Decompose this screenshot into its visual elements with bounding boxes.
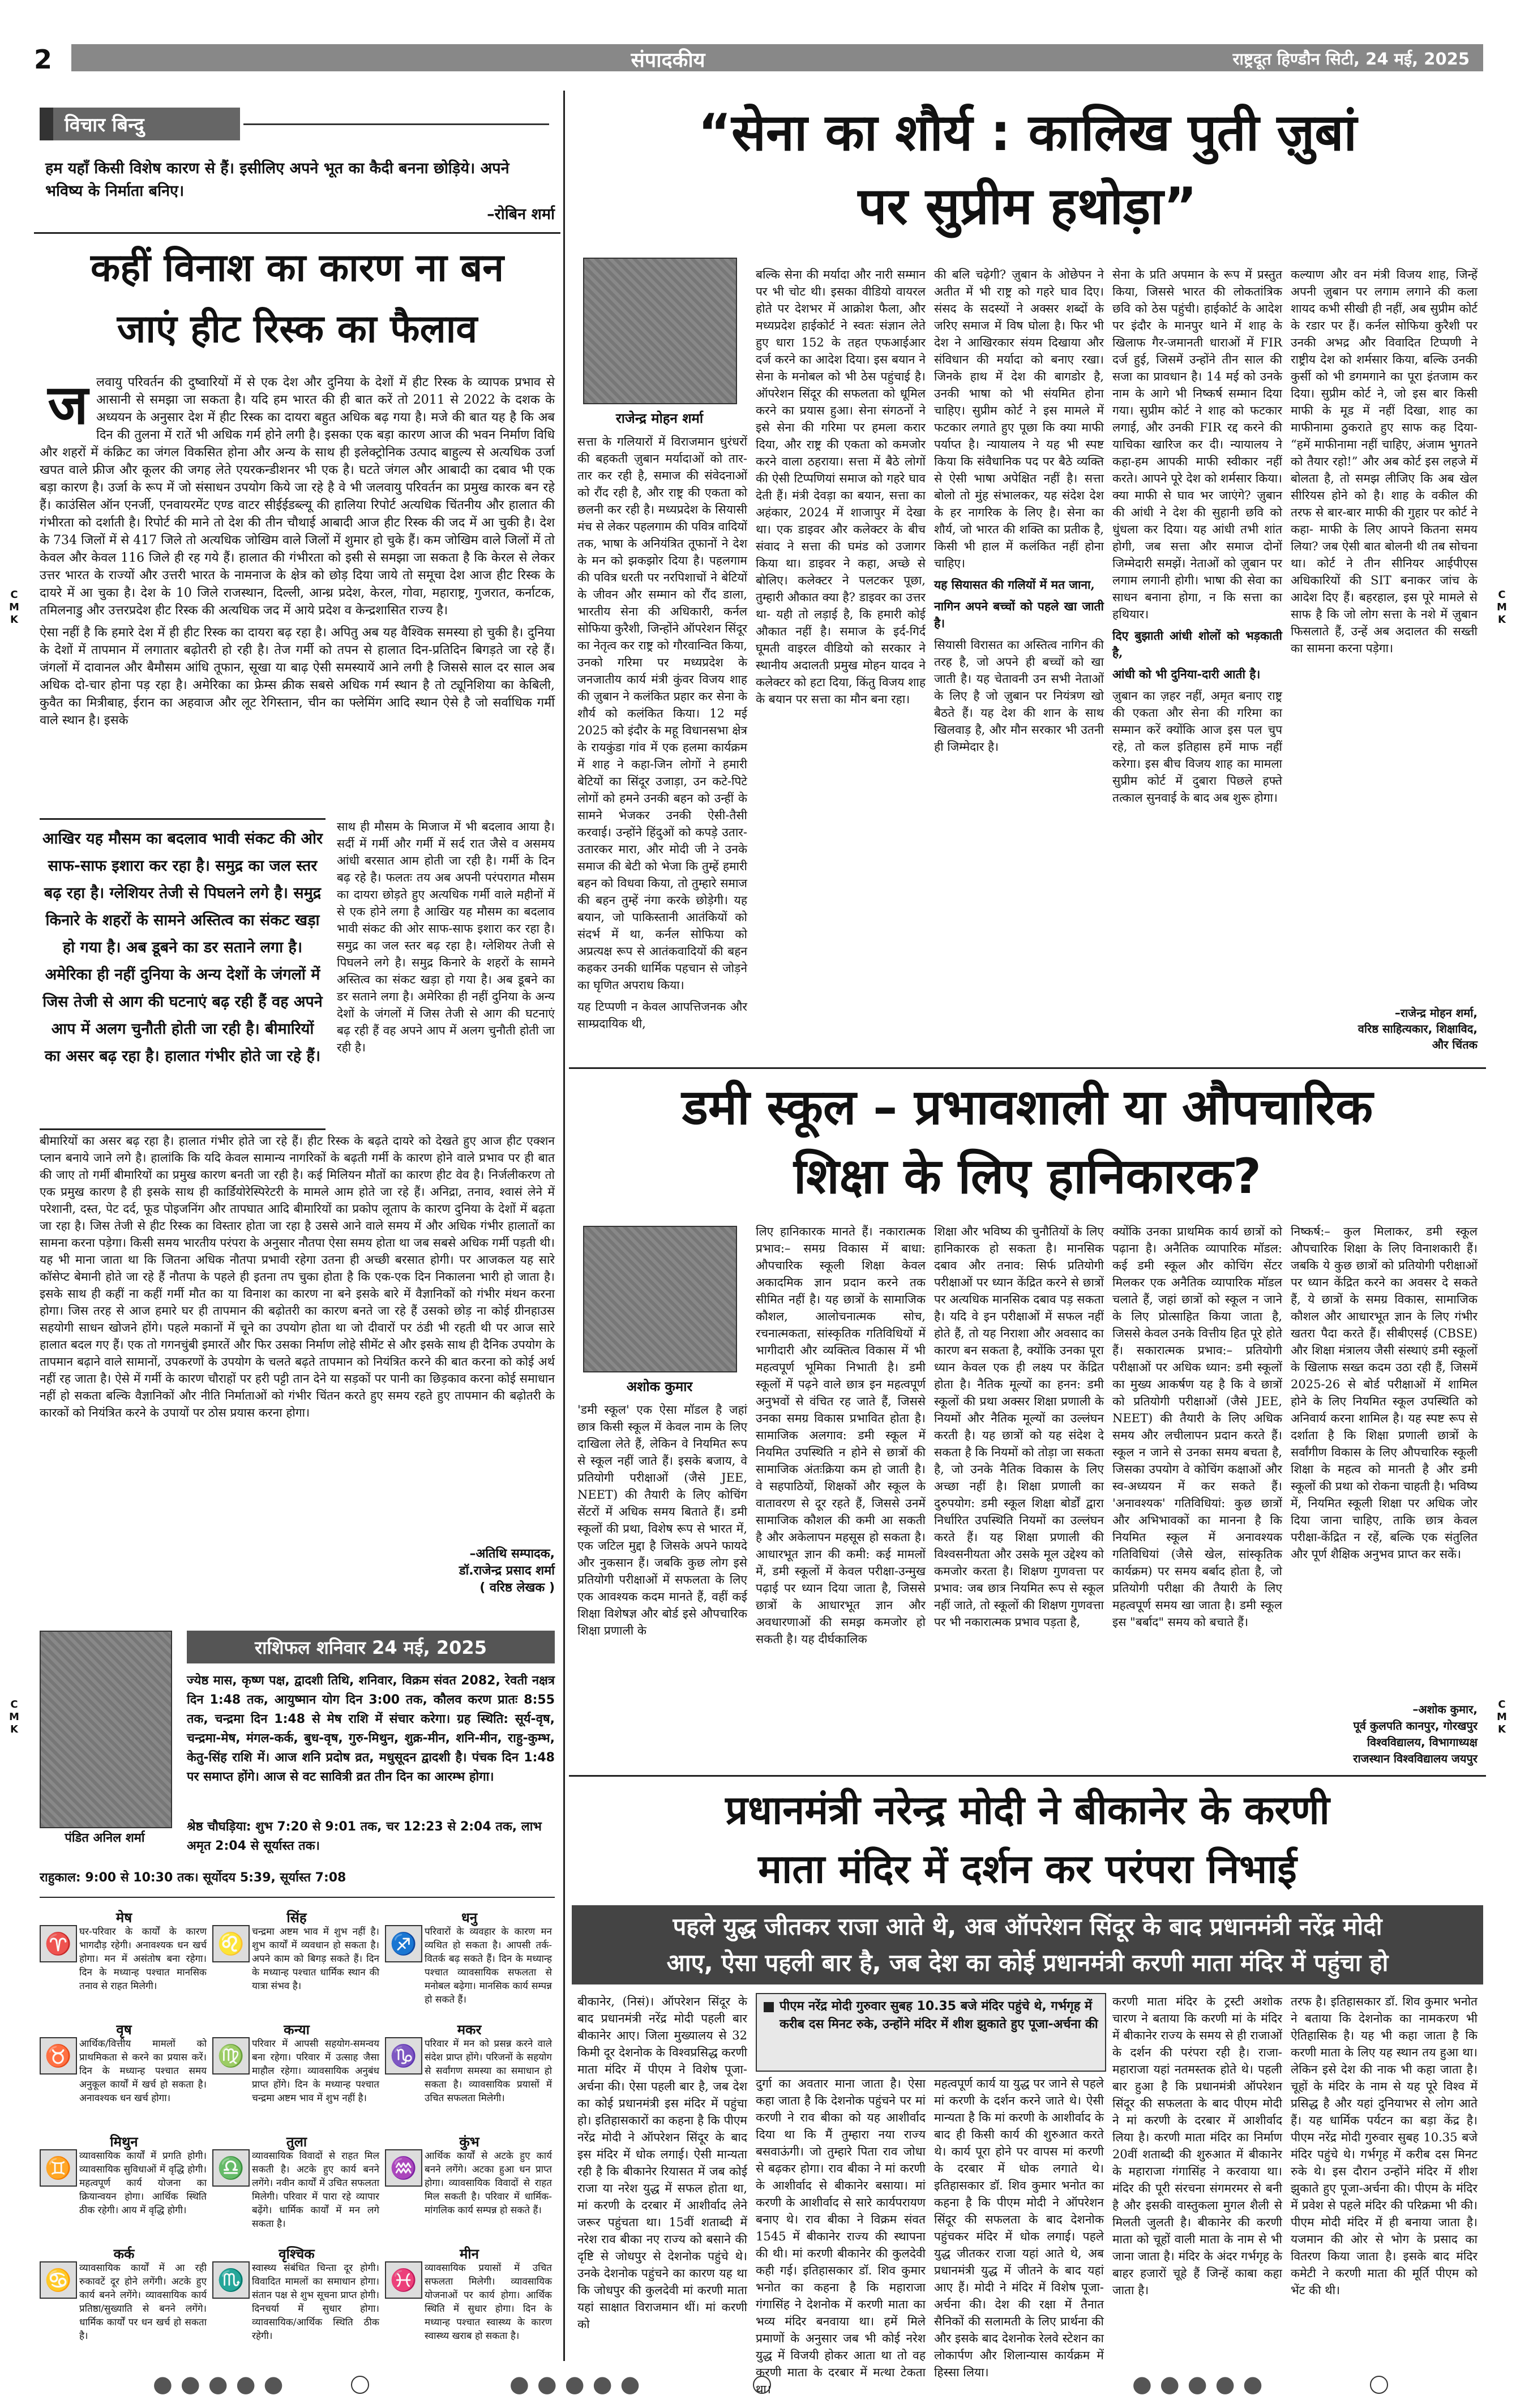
dummy-article-title: डमी स्कूल – प्रभावशाली या औपचारिक शिक्षा के लिए हानिकारक? (682, 1079, 1373, 1205)
sena-divider (569, 1067, 1486, 1069)
sena-col-3: की बलि चढ़ेगी? ज़ुबान के ओछेपन ने अतीत में भी राष्ट्र को गहरे घाव दिए। संसद के सदस्यों ने अक्सर शब्दों के जरिए समाज में विष घोला है। फिर भी देश ने आखिरकार संयम दिखाया और संविधान की मर्यादा को बनाए रखा। जिनके हाथ में देश की बागडोर है, उनकी भाषा को भी संयमित होना चाहिए। सुप्रीम कोर्ट ने इस मामले में फटकार लगाते हुए पूछा कि क्या माफी पर्याप्त है। न्यायालय ने यह भी स्पष्ट किया कि संवैधानिक पद पर बैठे व्यक्ति से ऐसी भाषा अपेक्षित नहीं है। सत्ता बोलो तो मुंह संभालकर, यह संदेश देश के हर नागरिक के लिए है। सेना का शौर्य, जो भारत की शक्ति का प्रतीक है, किसी भी हाल में कलंकित नहीं होना चाहिए। यह सियासत की गलियों में मत जाना, नागिन अपने बच्चों को पहले खा जाती है। सियासी विरासत का अस्तित्व नागिन की तरह है, जो अपने ही बच्चों को खा जाती है। यह चेतावनी उन सभी नेताओं के लिए है जो ज़ुबान पर नियंत्रण खो बैठते हैं। यह देश की शान के साथ खिलवाड़ है, और मौन सरकार भी उतनी ही जिम्मेदार है। (934, 268, 1104, 754)
zodiac-icon: ♉ (40, 2037, 77, 2075)
rashifal-section (40, 1631, 555, 2367)
rashifal-choghadiya: श्रेष्ठ चौघड़िया: शुभ 7:20 से 9:01 तक, चर 12:23 से 2:04 तक, लाभ अमृत 2:04 से सूर्यास्त तक। (187, 1820, 542, 1853)
rashi-name: कन्या (284, 2022, 310, 2038)
heat-article-title: कहीं विनाश का कारण ना बन जाएं हीट रिस्क का फैलाव (91, 246, 504, 352)
zodiac-icon: ♑ (385, 2037, 422, 2075)
rashi-text: परिवारों के व्यवहार के कारण मन व्यथित हो सकता है। आपसी तर्क-वितर्क बढ़ सकते हैं। दिन के मध्यान्ह पश्चात व्यावसायिक सफलता से मनोबल बढ़ेगा। मानसिक कार्य सम्पन्न हो सकते हैं। (425, 1926, 552, 2005)
modi-col-1: बीकानेर, (निसं)। ऑपरेशन सिंदूर के बाद प्रधानमंत्री नरेंद्र मोदी पहली बार बीकानेर आए। जिला मुख्यालय से 32 किमी दूर देशनोक के विश्वप्रसिद्ध करणी माता मंदिर में पीएम ने विशेष पूजा-अर्चना की। ऐसा पहली बार है, जब देश का कोई प्रधानमंत्री इस मंदिर में पहुंचा हो। इतिहासकारों का कहना है कि पीएम नरेंद्र मोदी ने ऑपरेशन सिंदूर के बाद इस मंदिर में धोक लगाई। ऐसी मान्यता रही है कि बीकानेर रियासत में जब कोई राजा या नरेश युद्ध में सफल होता था, मां करणी के दरबार में आशीर्वाद लेने जरूर पहुंचता था। 15वीं शताब्दी में नरेश राव बीका नए राज्य को बसाने की दृष्टि से जोधपुर से देशनोक पहुंचे थे। उनके देशनोक पहुंचने का कारण यह था कि जोधपुर की कुलदेवी मां करणी माता यहां साक्षात विराजमान थीं। मां करणी को (577, 1995, 747, 2331)
rashi-cell (40, 2132, 208, 2227)
heat-article-body-top (40, 374, 555, 812)
rashi-text: चन्द्रमा अष्टम भाव में शुभ नहीं है। शुभ कार्यों में व्यवधान हो सकता है। अपने काम को बिगड़ सकते हैं। दिन के मध्यान्ह पश्चात धार्मिक स्थान की यात्रा संभव है। (252, 1926, 379, 1992)
cmk-mark-right-top: C M K (1497, 589, 1507, 626)
page-number: 2 (34, 44, 53, 75)
modi-box-bullet (764, 2002, 774, 2012)
pandit-caption: पंडित अनिल शर्मा (65, 1831, 145, 1845)
vichar-line (243, 123, 549, 125)
zodiac-icon: ♍ (212, 2037, 250, 2075)
rashifal-rahukaal: राहुकाल: 9:00 से 10:30 तक। सूर्योदय 5:39, सूर्यास्त 7:08 (40, 1871, 346, 1885)
rashi-cell (40, 1908, 208, 2003)
zodiac-icon: ♋ (40, 2261, 77, 2299)
registration-mark-center (753, 2376, 771, 2394)
sena-author: –राजेन्द्र मोहन शर्मा, वरिष्ठ साहित्यकार, शिक्षाविद, और चिंतक (1357, 1006, 1478, 1051)
modi-col-5: तरफ है। इतिहासकार डॉ. शिव कुमार भनोत ने बताया कि देशनोक का नामकरण भी ऐतिहासिक है। यह भी कहा जाता है कि करणी माता के लिए यह स्थान तय हुआ था। लेकिन इसे देश की नाक भी कहा जाता है। चूहों के मंदिर के नाम से यह पूरे विश्व में प्रसिद्ध है और यहां दुनियाभर से लोग आते हैं। यह धार्मिक पर्यटन का बड़ा केंद्र है। पीएम नरेंद्र मोदी गुरुवार सुबह 10.35 बजे मंदिर पहुंचे थे। गर्भगृह में करीब दस मिनट रुके थे। इस दौरान उन्होंने मंदिर में शीश झुकाते हुए पूजा-अर्चना की। पीएम के मंदिर में प्रवेश से पहले मंदिर की परिक्रमा भी की। पीएम मोदी मंदिर में ही बनाया जाता है। यजमान की ओर से भोग के प्रसाद का वितरण किया जाता है। इसके बाद मंदिर कमेटी ने करणी माता की मूर्ति पीएम को भेंट की थी। (1291, 1995, 1478, 2297)
rashi-cell (212, 2020, 381, 2115)
modi-article-title: प्रधानमंत्री नरेन्द्र मोदी ने बीकानेर के करणी माता मंदिर में दर्शन कर परंपरा निभाई (725, 1787, 1330, 1892)
column-divider (563, 91, 565, 2361)
page-header (34, 41, 1483, 77)
rashi-cell (385, 1908, 554, 2003)
dummy-author: –अशोक कुमार, पूर्व कुलपति कानपुर, गोरखपुर विश्वविद्यालय, विभागाध्यक्ष राजस्थान विश्वविद्यालय जयपुर (1353, 1703, 1478, 1765)
dummy-col-2: लिए हानिकारक मानते हैं। नकारात्मक प्रभाव:– समग्र विकास में बाधा: औपचारिक स्कूली शिक्षा केवल अकादमिक ज्ञान प्रदान करने तक सीमित नहीं है। यह छात्रों के सामाजिक कौशल, आलोचनात्मक सोच, रचनात्मकता, सांस्कृतिक गतिविधियों में भागीदारी और व्यक्तित्व विकास में भी महत्वपूर्ण भूमिका निभाती है। डमी स्कूलों में पढ़ने वाले छात्र इन महत्वपूर्ण अनुभवों से वंचित रह जाते हैं, जिससे उनका समग्र विकास प्रभावित होता है। सामाजिक अलगाव: डमी स्कूल में नियमित उपस्थिति न होने से छात्रों की सामाजिक अंतःक्रिया कम हो जाती है। वे सहपाठियों, शिक्षकों और स्कूल के वातावरण से दूर रहते हैं, जिससे उनमें सामाजिक कौशल की कमी आ सकती है और अकेलापन महसूस हो सकता है। आधारभूत ज्ञान की कमी: कई मामलों में, डमी स्कूलों में केवल परीक्षा-उन्मुख पढ़ाई पर ध्यान दिया जाता है, जिससे छात्रों के आधारभूत ज्ञान और अवधारणाओं की समझ कमजोर हो सकती है। यह दीर्घकालिक (756, 1225, 926, 1646)
dummy-col-1: 'डमी स्कूल' एक ऐसा मॉडल है जहां छात्र किसी स्कूल में केवल नाम के लिए दाखिला लेते हैं, लेकिन वे नियमित रूप से स्कूल नहीं जाते हैं। इसके बजाय, वे प्रतियोगी परीक्षाओं (जैसे JEE, NEET) की तैयारी के लिए कोचिंग सेंटरों में अधिक समय बिताते हैं। डमी स्कूलों की प्रथा, विशेष रूप से भारत में, एक जटिल मुद्दा है जिसके अपने फायदे और नुकसान हैं। जबकि कुछ लोग इसे प्रतियोगी परीक्षाओं में सफलता के लिए एक आवश्यक कदम मानते हैं, वहीं कई शिक्षा विशेषज्ञ और बोर्ड इसे औपचारिक शिक्षा प्रणाली के (577, 1403, 747, 1637)
zodiac-icon: ♌ (212, 1925, 250, 1962)
heat-article-author: –अतिथि सम्पादक, डॉ.राजेन्द्र प्रसाद शर्मा ( वरिष्ठ लेखक ) (459, 1547, 555, 1595)
rashi-name: सिंह (286, 1910, 307, 1926)
rashi-cell (212, 2244, 381, 2342)
rashifal-panchang: ज्येष्ठ मास, कृष्ण पक्ष, द्वादशी तिथि, शनिवार, विक्रम संवत 2082, रेवती नक्षत्र दिन 1:48 तक, आयुष्मान योग दिन 3:00 तक, कौलव करण प्रातः 8:55 तक, चन्द्रमा दिन 1:48 से मेष राशि में संचार करेगा। ग्रह स्थिति: सूर्य-वृष, चन्द्रमा-मेष, मंगल-कर्क, बुध-वृष, गुरु-मिथुन, शुक्र-मीन, शनि-मीन, राहु-कुम्भ, केतु-सिंह राशि में। आज शनि प्रदोष व्रत, मधुसूदन द्वादशी है। पंचक दिन 1:48 पर समाप्त होंगे। आज से वट सावित्री व्रत तीन दिन का आरम्भ होगा। (187, 1674, 555, 1784)
zodiac-icon: ♒ (385, 2149, 422, 2187)
rashi-cell (40, 2244, 208, 2342)
rashi-text: घर-परिवार के कार्यों के कारण भागदौड़ रहेगी। अनावश्यक धन खर्च होगा। मन में असंतोष बना रहेगा। दिन के मध्यान्ह पश्चात मानसिक तनाव से राहत मिलेगी। (79, 1926, 207, 1992)
sena-photo: राजेन्द्र मोहन शर्मा (583, 258, 736, 427)
dummy-author-photo (583, 1226, 737, 1372)
zodiac-icon: ♐ (385, 1925, 422, 1962)
rashifal-photo (40, 1631, 172, 1828)
dummy-divider (569, 1775, 1486, 1777)
rashi-cell (385, 2244, 554, 2342)
heat-pull-quote: आखिर यह मौसम का बदलाव भावी संकट की ओर साफ-साफ इशारा कर रहा है। समुद्र का जल स्तर बढ़ रहा है। ग्लेशियर तेजी से पिघलने लगे है। समुद्र किनारे के शहरों के सामने अस्तित्व का संकट खड़ा हो गया है। अब डूबने का डर सताने लगा है। अमेरिका ही नहीं दुनिया के अन्य देशों के जंगलों में जिस तेजी से आग की घटनाएं बढ़ रही हैं वह अपने आप में अलग चुनौती होती जा रही है। बीमारियों का असर बढ़ रहा है। हालात गंभीर होते जा रहे हैं। (40, 818, 326, 1130)
dummy-col-4: क्योंकि उनका प्राथमिक कार्य छात्रों को पढ़ाना है। अनैतिक व्यापारिक मॉडल: कई डमी स्कूल और कोचिंग सेंटर मिलकर एक अनैतिक व्यापारिक मॉडल चलाते हैं, जहां छात्रों को स्कूल न जाने के लिए प्रोत्साहित किया जाता है, जिससे केवल उनके वित्तीय हित पूरे होते हैं। सकारात्मक प्रभाव:– प्रतियोगी परीक्षाओं पर अधिक ध्यान: डमी स्कूलों का मुख्य आकर्षण यह है कि वे छात्रों को प्रतियोगी परीक्षाओं (जैसे JEE, NEET) की तैयारी के लिए अधिक समय और लचीलापन प्रदान करते हैं। स्कूल न जाने से उनका समय बचता है, जिसका उपयोग वे कोचिंग कक्षाओं और स्व-अध्ययन में कर सकते हैं। 'अनावश्यक' गतिविधियां: कुछ छात्रों और अभिभावकों का मानना है कि नियमित स्कूल में अनावश्यक गतिविधियां (जैसे खेल, सांस्कृतिक कार्यक्रम) पर समय बर्बाद होता है, जो प्रतियोगी परीक्षा की तैयारी के लिए महत्वपूर्ण समय खा जाता है। डमी स्कूल इस "बर्बाद" समय को बचाते हैं। (1112, 1225, 1282, 1629)
rashi-text: व्यावसायिक विवादों से राहत मिल सकती है। अटके हुए कार्य बनने लगेंगे। नवीन कार्यों में उचित सफलता मिलेगी। परिवार में पारा रहे व्यापार बढ़ेंगे। धार्मिक कार्यों में मन लगे सकता है। (252, 2150, 379, 2230)
rashi-name: मिथुन (110, 2134, 138, 2150)
sena-article-title: “सेना का शौर्य : कालिख पुती ज़ुबां पर सुप्रीम हथोड़ा” (698, 103, 1357, 236)
modi-deck: पहले युद्ध जीतकर राजा आते थे, अब ऑपरेशन सिंदूर के बाद प्रधानमंत्री नरेंद्र मोदी आए, ऐसा पहली बार है, जब देश का कोई प्रधानमंत्री करणी माता मंदिर में पहुंचा हो (572, 1905, 1483, 1984)
sena-author-photo (583, 258, 737, 404)
sena-col-1: सत्ता के गलियारों में विराजमान धुरंधरों की बहकती ज़ुबान मर्यादाओं को तार-तार कर रही है, समाज की संवेदनाओं को रौंद रही है, और राष्ट्र की एकता को छलनी कर रही है। मध्यप्रदेश के सियासी मंच से लेकर पहलगाम की पवित्र वादियों तक, भाषा के अनियंत्रित तूफानों ने देश के मन को झकझोर दिया है। पहलगाम की पवित्र धरती पर नरपिशाचों ने बेटियों के जीवन और सम्मान को रौंद डाला, भारतीय सेना की अधिकारी, कर्नल सोफिया कुरैशी, जिन्होंने ऑपरेशन सिंदूर का नेतृत्व कर राष्ट्र को गौरवान्वित किया, उनको गरिमा पर मध्यप्रदेश के जनजातीय कार्य मंत्री कुंवर विजय शाह की ज़ुबान ने कलंकित प्रहार कर सेना के शौर्य को कलंकित किया। 12 मई 2025 को इंदौर के महू विधानसभा क्षेत्र के रायकुंडा गांव में एक हलमा कार्यक्रम में शाह ने कहा-जिन लोगों ने हमारी बेटियों का सिंदूर उजाड़ा, उन कटे-पिटे लोगों को हमने उनकी बहन को उन्हीं के सामने भेजकर उनकी ऐसी-तैसी करवाई। उन्होंने हिंदुओं को कपड़े उतार-उतारकर मारा, और मोदी जी ने उनके समाज की बेटी को भेजा कि तुम्हें हमारी बहन को विधवा किया, तो तुम्हारे समाज की बहन तुम्हें नंगा करके छोड़ेगी। यह बयान, जो पाकिस्तानी आतंकियों को संदर्भ में था, कर्नल सोफिया को अप्रत्यक्ष रूप से आतंकवादियों की बहन कहकर उनकी धार्मिक पहचान से जोड़ने का घृणित अपराध किया। यह टिप्पणी न केवल आपत्तिजनक और साम्प्रदायिक थी, (577, 435, 747, 1030)
sena-col-2: बल्कि सेना की मर्यादा और नारी सम्मान पर भी चोट थी। इसका वीडियो वायरल होते पर देशभर में आक्रोश फैला, और मध्यप्रदेश हाईकोर्ट ने स्वतः संज्ञान लेते हुए धारा 152 के तहत एफआईआर दर्ज करने का आदेश दिया। इस बयान ने सेना के मनोबल को भी ठेस पहुंचाई है। ऑपरेशन सिंदूर की सफलता को धूमिल करने का प्रयास हुआ। सेना संगठनों ने इसे सेना की गरिमा पर हमला करार दिया, और राष्ट्र की एकता को कमजोर करने वाला ठहराया। सत्ता में बैठे लोगों की ऐसी टिप्पणियां समाज को गहरे घाव देती हैं। मंत्री देवड़ा का बयान, सत्ता का अहंकार, 2024 में शाजापुर में देखा था। एक डाइवर और कलेक्टर के बीच संवाद ने सत्ता की घमंड को उजागर किया था। डाइवर ने कहा, अच्छे से बोलिए। कलेक्टर ने पलटकर पूछा, तुम्हारी औकात क्या है? डाइवर का उत्तर था- यही तो लड़ाई है, कि हमारी कोई औकात नहीं है। समाज के इर्द-गिर्द घूमती वाइरल वीडियो को सरकार ने स्थानीय अदालती प्रमुख मोहन यादव ने कलेक्टर को हटा दिया, किंतु विजय शाह के बयान पर सत्ता का मौन बना रहा। (756, 268, 926, 706)
rashi-name: वृश्चिक (279, 2246, 315, 2262)
vichar-divider (34, 232, 560, 234)
rashi-cell (385, 2132, 554, 2227)
print-dots-center: ●●●●● (509, 2371, 648, 2397)
zodiac-icon: ♎ (212, 2149, 250, 2187)
modi-col-3: महत्वपूर्ण कार्य या युद्ध पर जाने से पहले मां करणी के दर्शन करने जाते थे। ऐसी मान्यता है कि मां करणी के आशीर्वाद के बाद ही किसी कार्य की शुरुआत करते थे। कार्य पूरा होने पर वापस मां करणी के दरबार में धोक लगाते थे। इतिहासकार डॉ. शिव कुमार भनोत का कहना है कि पीएम मोदी ने ऑपरेशन सिंदूर की सफलता के बाद देशनोक पहुंचकर मंदिर में धोक लगाई। पहले युद्ध जीतकर राजा यहां आते थे, अब प्रधानमंत्री युद्ध में जीतने के बाद यहां आए हैं। मोदी ने मंदिर में विशेष पूजा-अर्चना की। देश की रक्षा में तैनात सैनिकों की सलामती के लिए प्रार्थना की और इसके बाद देशनोक रेलवे स्टेशन का लोकार्पण और शिलान्यास कार्यक्रम में हिस्सा लिया। (934, 2077, 1104, 2379)
dropcap: ज (48, 373, 88, 437)
vichar-quote: हम यहाँ किसी विशेष कारण से हैं। इसीलिए अपने भूत का कैदी बनना छोड़िये। अपने भविष्य के निर्माता बनिए। (45, 160, 509, 200)
vichar-author: –रोबिन शर्मा (487, 206, 555, 223)
zodiac-icon: ♊ (40, 2149, 77, 2187)
dummy-photo: अशोक कुमार (583, 1226, 736, 1396)
cmk-mark-left-top: C M K (9, 589, 19, 626)
rashi-name: मीन (460, 2246, 479, 2262)
zodiac-icon: ♏ (212, 2261, 250, 2299)
cmk-mark-right-bottom: C M K (1497, 1699, 1507, 1735)
rashi-text: परिवार में आपसी सहयोग-समन्वय बना रहेगा। परिवार में उत्साह जैसा माहौल रहेगा। व्यावसायिक अनुबंध प्राप्त होंगे। दिन के मध्यान्ह पश्चात चन्द्रमा अष्टम भाव में शुभ नहीं है। (252, 2038, 379, 2104)
rashi-text: आर्थिक/वित्तीय मामलों को प्राथमिकता से करने का प्रयास करें। दिन के मध्यान्ह पश्चात समय अनुकूल कार्यों में खर्च हो सकता है। अनावश्यक धन खर्च होगा। (79, 2038, 207, 2104)
cmk-mark-left-bottom: C M K (9, 1699, 19, 1735)
rashi-text: आर्थिक कार्यों से अटके हुए कार्य बनने लगेंगे। अटका हुआ धन प्राप्त होगा। व्यावसायिक विवादों से राहत मिल सकती है। परिवार में धार्मिक-मांगलिक कार्य सम्पन्न हो सकते हैं। (425, 2150, 552, 2216)
heat-article-body-side: साथ ही मौसम के मिजाज में भी बदलाव आया है। सर्दी में गर्मी और गर्मी में सर्द रात जैसे व असमय आंधी बरसात आम होती जा रही है। गर्मी के दिन बढ़ रहे है। फलतः तय अब अपनी परंपरागत मौसम का दायरा छोड़ते हुए अत्यधिक गर्मी वाले महीनों में से एक होने लगा है आखिर यह मौसम का बदलाव भावी संकट की ओर साफ-साफ इशारा कर रहा है। समुद्र का जल स्तर बढ़ रहा है। ग्लेशियर तेजी से पिघलने लगे है। समुद्र किनारे के शहरों के सामने अस्तित्व का संकट खड़ा हो गया है। अब डूबने का डर सताने लगा है। अमेरिका ही नहीं दुनिया के अन्य देशों के जंगलों में जिस तेजी से आग की घटनाएं बढ़ रही हैं वह अपने आप में अलग चुनौती होती जा रही है। (337, 820, 555, 1054)
rashi-text: परिवार में मन को प्रसन्न करने वाले संदेश प्राप्त होंगे। परिजनों के सहयोग से सर्वांगण समस्या का समाधान हो सकता है। व्यावसायिक प्रयासों में उचित सफलता मिलेगी। (425, 2038, 552, 2104)
zodiac-icon: ♓ (385, 2261, 422, 2299)
vichar-bindu (40, 108, 555, 238)
rashi-cell (212, 1908, 381, 2003)
rashi-text: स्वास्थ्य संबंधित चिन्ता दूर होगी। विवादित मामलों का समाधान होगा। संतान पक्ष से शुभ सूचना प्राप्त होगी। दिनचर्या में सुधार होगा। व्यावसायिक/आर्थिक स्थिति ठीक रहेगी। (252, 2262, 379, 2342)
rashi-name: धनु (461, 1910, 478, 1926)
sena-col-4: सेना के प्रति अपमान के रूप में प्रस्तुत किया, जिससे भारत की लोकतांत्रिक छवि को ठेस पहुंची। हाईकोर्ट के आदेश पर इंदौर के मानपुर थाने में शाह के खिलाफ गैर-जमानती धाराओं में FIR दर्ज हुई, जिसमें उन्होंने तीन साल की सजा का प्रावधान है। 14 मई को उनके नाम के आगे भी निष्कर्ष सम्मान दिया गया। सुप्रीम कोर्ट ने शाह को फटकार लगाई, और उनकी FIR रद्द करने की याचिका खारिज कर दी। न्यायालय ने कहा-हम आपकी माफी स्वीकार नहीं करते। आपने पूरे देश को शर्मसार किया। क्या माफी से घाव भर जाएंगे? ज़ुबान की आंधी ने देश की सुहानी छवि को धुंधला कर दिया। यह आंधी तभी शांत होगी, जब सत्ता और समाज दोनों जिम्मेदारी समझें। नेताओं को ज़ुबान पर लगाम लगानी होगी। भाषा की सेवा का साधन बनाना होगा, न कि सत्ता का हथियार। दिए बुझाती आंधी शोलों को भड़काती है, आंधी को भी दुनिया-दारी आती है। ज़ुबान का ज़हर नहीं, अमृत बनाए राष्ट्र की एकता और सेना की गरिमा का सम्मान करें क्योंकि आज इस पल चुप रहे, तो कल इतिहास हमें माफ नहीं करेगा। इस बीच विजय शाह का मामला सुप्रीम कोर्ट में दुबारा पिछले हफ्ते तत्काल सुनवाई के बाद अब शुरू होगा। (1112, 268, 1282, 805)
rashi-cell (212, 2132, 381, 2230)
rashi-cell (385, 2020, 554, 2115)
heat-para-2: ऐसा नहीं है कि हमारे देश में ही हीट रिस्क का दायरा बढ़ रहा है। अपितु अब यह वैश्विक समस्या हो चुकी है। दुनिया के देशों में तापमान में लगातार बढ़ोतरी हो रही है। तेज गर्मी को तपन से हालात दिन-प्रतिदिन बिगड़ते जा रहे हैं। जंगलों में दावानल और बैमौसम आंधि तूफान, सूखा या बाढ़ ऐसी समस्यायें आने लगी है जिससे साल दर साल अब अधिक दो-चार होना पड़ रहा है। अमेरिका का फ्रेम्स क्रीक सबसे अधिक गर्म स्थान है तो ट्यूनिशिया का केबिली, कुवैत का मित्रीबाह, ईरान का अहवाज और लूट रेगिस्तान, चीन का फ्लेमिंग आदि स्थान ऐसे है जो सर्वाधिक गर्मी वाले स्थान है। इसके (40, 626, 555, 728)
heat-article-body-bottom: बीमारियों का असर बढ़ रहा है। हालात गंभीर होते जा रहे हैं। हीट रिस्क के बढ़ते दायरे को देखते हुए आज हीट एक्शन प्लान बनाये जाने लगे है। हालांकि कि यदि केवल सामान्य नागरिकों के बढ़ती गर्मी के कारण होने वाले प्रभाव पर ही बात की जाए तो गर्मी बीमारियों का प्रमुख कारण बनती जा रही है। कई मिलियन मौतों का कारण हीट वेव है। निर्जलीकरण तो एक प्रमुख कारण है ही इसके साथ ही कार्डियोरेस्पिरेटरी के मामले आम होते जा रहे हैं। अनिद्रा, तनाव, श्वासं लेने में परेशानी, दस्त, पेट दर्द, फूड पोइजनिंग और तापघात आदि बीमारियों का प्रकोप लूताप के कारण दुनिया के देशों में बढ़ता जा रहा है। जिस तेजी से हीट रिस्क का विस्तार होता जा रहा है उससे आने वाले समय में और अधिक गंभीर हालातों का सामना करना पड़ेगा। किसी समय भारतीय परंपरा के अनुसार नौतपा ऐसा समय होता था जब सबसे अधिक गर्मी पड़ती थी। यह भी माना जाता था कि जितना अधिक नौतपा प्रभावी रहेगा उतना ही अच्छी बरसात होगी। पर आजकल यह सारे कॉसेप्ट बेमानी होते जा रहे हैं नौतपा के पहले ही इतना तप चुका होता है कि एक-एक दिन निकालना भारी हो जाता है। इसके साथ ही कहीं ना कहीं गर्मी मौत का या विनाश का कारण ना बने इसके बारे में वैज्ञानिकों को गंभीर मंथन करना होगा। जिस तरह से आज हमारे घर ही तापमान की बढ़ोतरी का कारण बनते जा रहे हैं उसको छोड़ ना कोई ग्रीनहाउस सहयोगी साधन खोजने होंगे। पहले मकानों में चूने का उपयोग होता था जो दीवारों पर ठंडी भी रहती थी पर आज सारे हालात बदल गए हैं। एक तो गगनचुंबी इमारतें और फिर उसका निर्माण लोहे सीमेंट से और इसके साथ ही दैनिक उपयोग के तापमान बढ़ाने वाले सामानों, उपकरणों के उपयोग के चलते बढ़ते तापमान को नियंत्रित करने की बात करना को कोई अर्थ नहीं रह जाता है। ऐसे में गर्मी के कारण चौराहों पर हरी पट्टी तान देने या सड़कों पर पानी का छिड़काव करना कोई समाधान नहीं हो सकता बल्कि वैज्ञानिकों और नीति निर्माताओं को गंभीर चिंतन करते हुए समय रहते हुए तापमान की बढ़ोतरी के कारकों को नियंत्रित करने के उपायों पर ठोस प्रयास करना होगा। (40, 1134, 555, 1419)
rashifal-divider (40, 1897, 555, 1898)
print-dots-right: ●●●●● (1132, 2371, 1271, 2397)
vichar-label: विचार बिन्दु (40, 108, 240, 140)
sena-col-5: कल्याण और वन मंत्री विजय शाह, जिन्हें अपनी ज़ुबान पर लगाम लगाने की कला शायद कभी सीखी ही नहीं, अब सुप्रीम कोर्ट के रडार पर हैं। कर्नल सोफिया कुरैशी पर उनकी अभद्र और विवादित टिप्पणी ने राष्ट्रीय देश को शर्मसार किया, बल्कि उनकी कुर्सी को भी डगमगाने का पूरा इंतजाम कर दिया। सुप्रीम कोर्ट ने, जो इस बार किसी माफी के मूड में नहीं दिखा, शाह का माफीनामा ठुकराते हुए साफ कह दिया- “हमें माफीनामा नहीं चाहिए, अंजाम भुगतने को तैयार रहो!” और अब कोर्ट इस लहजे में बोलता है, तो समझ लीजिए कि अब खेल सीरियस होने को है। शाह के वकील की तरफ से बार-बार माफी की गुहार पर कोर्ट ने कहा- माफी के लिए आपने कितना समय लिया? जब ऐसी बात बोलनी थी तब सोचना था। कोर्ट ने तीन सीनियर आईपीएस अधिकारियों की SIT बनाकर जांच के आदेश दिए हैं। बहरहाल, इस पूरे मामले से साफ है कि जो लोग सत्ता के नशे में ज़ुबान फिसलाते हैं, उन्हें अब अदालत की सख्ती का सामना करना पड़ेगा। (1291, 268, 1478, 655)
dummy-col-5: निष्कर्ष:– कुल मिलाकर, डमी स्कूल औपचारिक शिक्षा के लिए विनाशकारी हैं। जबकि ये कुछ छात्रों को प्रतियोगी परीक्षाओं पर ध्यान केंद्रित करने का अवसर दे सकते हैं, ये छात्रों के समग्र विकास, सामाजिक कौशल और आधारभूत ज्ञान के लिए गंभीर खतरा पैदा करते हैं। सीबीएसई (CBSE) और शिक्षा मंत्रालय जैसी संस्थाएं डमी स्कूलों के खिलाफ सख्त कदम उठा रही हैं, जिसमें 2025-26 से बोर्ड परीक्षाओं में शामिल होने के लिए नियमित स्कूल उपस्थिति को अनिवार्य करना शामिल है। यह स्पष्ट रूप से दर्शाता है कि शिक्षा प्रणाली छात्रों के सर्वांगीण विकास के लिए औपचारिक स्कूली शिक्षा के महत्व को मानती है और डमी स्कूलों की प्रथा को रोकना चाहती है। भविष्य में, नियमित स्कूली शिक्षा पर अधिक जोर दिया जाना चाहिए, ताकि छात्र केवल परीक्षा-केंद्रित न रहें, बल्कि एक संतुलित और पूर्ण शैक्षिक अनुभव प्राप्त कर सकें। (1291, 1225, 1478, 1561)
modi-highlight-box: पीएम नरेंद्र मोदी गुरुवार सुबह 10.35 बजे मंदिर पहुंचे थे, गर्भगृह में करीब दस मिनट रुके, उन्होंने मंदिर में शीश झुकाते हुए पूजा-अर्चना की (756, 1993, 1106, 2072)
rashi-text: व्यावसायिक कार्यों में प्रगति होगी। व्यावसायिक सुविधाओं में वृद्धि होगी। महत्वपूर्ण कार्य योजना का क्रियान्वयन होगा। आर्थिक स्थिति ठीक रहेगी। आय में वृद्धि होगी। (79, 2150, 207, 2216)
modi-col-2: दुर्गा का अवतार माना जाता है। ऐसा कहा जाता है कि देशनोक पहुंचने पर मां करणी ने राव बीका को यह आशीर्वाद दिया था कि मैं तुम्हारा नया राज्य बसवाऊंगी। जो तुम्हारे पिता राव जोधा से बढ़कर होगा। राव बीका ने मां करणी के आशीर्वाद से बीकानेर बसाया। मां करणी के आशीर्वाद से सारे कार्यपरायण बनाए थे। राव बीका ने विक्रम संवत 1545 में बीकानेर राज्य की स्थापना की थी। मां करणी बीकानेर की कुलदेवी कही गई। इतिहासकार डॉ. शिव कुमार भनोत का कहना है कि महाराजा गंगासिंह ने देशनोक में करणी माता का भव्य मंदिर बनवाया था। हमें मिले प्रमाणों के अनुसार जब भी कोई नरेश युद्ध में विजयी होकर आता था तो वह करणी माता के दरबार में मत्था टेकता था। (756, 2077, 926, 2396)
rashi-name: वृष (116, 2022, 132, 2038)
masthead: राष्ट्रदूत हिण्डौन सिटी, 24 मई, 2025 (1232, 49, 1470, 69)
heat-para-1: लवायु परिवर्तन की दुष्वारियों में से एक देश और दुनिया के देशों में हीट रिस्क के व्यापक प्रभाव से आसानी से समझा जा सकता है। यदि हम भारत की ही बात करें तो 2011 से 2022 के दशक के अध्ययन के अनुसार देश में हीट रिस्क का दायरा बहुत अधिक बढ़ गया है। मजे की बात यह है कि अब दिन की तुलना में रातें भी अधिक गर्म होने लगी है। इसका एक बड़ा कारण आज की भवन निर्माण विधि और शहरों में कंक्रिट का जंगल विकसित होना और अन्य के साथ ही इलेक्ट्रोनिक उत्पाद बाहुल्य से अत्यधिक उर्जा खपत वाले फ्रीज और कूलर की जगह लेते एयरकन्डीशनर भी एक है। घटते जंगल और आबादी का दबाव भी एक बड़ा कारण है। उर्जा के रूप में जो संसाधन उपयोग किये जा रहे है वे भी जलवायु परिवर्तन का प्रमुख कारक बन रहे हैं। काउंसिल ऑन एनर्जी, एनवायरमेंट एण्ड वाटर सीईईडब्ल्यू की हालिया रिपोर्ट अत्यधिक चिंतनीय और हालात की गंभीरता को दर्शाती है। रिपोर्ट की माने तो देश की तीन चौथाई आबादी आज हीट रिस्क की जद में आ चुकी है। देश के 734 जिलों में से 417 जिले तो अत्यधिक जोखिम वाले जिलों में शुमार हो चुके हैं। कम जोखिम वाले जिलों में तो केवल और केवल 116 जिले ही रह गये हैं। हालात की गंभीरता को इसी से समझा जा सकता है कि केरल से लेकर उत्तर भारत के राज्यों और उत्तरी भारत के नामनाज के क्षेत्र को छोड़ दिया जाये तो समूचा देश आज हीट रिस्क के दायरे में आ चुका है। देश के 10 जिले राजस्थान, दिल्ली, आन्ध्र प्रदेश, केरल, गोवा, महाराष्ट्र, गुजरात, कर्नाटक, तमिलनाडु और उत्तरप्रदेश हीट रिस्क की अत्यधिक जद में आये प्रदेश व केन्द्रशासित राज्य है। (40, 375, 555, 618)
rashi-name: मकर (457, 2022, 482, 2038)
rashi-text: व्यावसायिक कार्यों में आ रही रुकावटें दूर होने लगेंगी। अटके हुए कार्य बनने लगेंगे। व्यावसायिक कार्य प्रतिष्ठा/सुख्याति से बनने लगेंगे। धार्मिक कार्यों पर धन खर्च हो सकता है। (79, 2262, 207, 2342)
rashi-name: मेष (115, 1910, 132, 1926)
rashi-text: व्यावसायिक प्रयासों में उचित सफलता मिलेगी। व्यावसायिक योजनाओं पर कार्य होगा। आर्थिक स्थिति में सुधार होगा। दिन के मध्यान्ह पश्चात स्वास्थ्य के कारण स्वास्थ्य खराब हो सकता है। (425, 2262, 552, 2342)
print-dots-left: ●●●●● (153, 2371, 292, 2397)
zodiac-icon: ♈ (40, 1925, 77, 1962)
rashi-cell (40, 2020, 208, 2115)
registration-mark-right (1370, 2376, 1388, 2394)
rashi-grid (40, 1908, 555, 2355)
rashi-name: तुला (286, 2134, 307, 2150)
modi-col-4: करणी माता मंदिर के ट्रस्टी अशोक चारण ने बताया कि करणी मां के मंदिर में बीकानेर राज्य के समय से ही राजाओं के दर्शन की परंपरा रही है। राजा-महाराजा यहां नतमस्तक होते थे। पहली बार हुआ है कि प्रधानमंत्री ऑपरेशन सिंदूर की सफलता के बाद पीएम मोदी ने मां करणी के दरबार में आशीर्वाद लिया है। करणी माता मंदिर का निर्माण 20वीं शताब्दी की शुरुआत में बीकानेर के महाराजा गंगासिंह ने करवाया था। मंदिर की पूरी संरचना संगमरमर से बनी है और इसकी वास्तुकला मुगल शैली से मिलती जुलती है। बीकानेर की करणी माता को चूहों वाली माता के नाम से भी जाना जाता है। मंदिर के अंदर गर्भगृह के बाहर हजारों चूहे हैं जिन्हें काबा कहा जाता है। (1112, 1995, 1282, 2297)
rashi-name: कर्क (113, 2246, 135, 2262)
section-title: संपादकीय (631, 49, 705, 72)
registration-mark-left (351, 2376, 369, 2394)
rashifal-title-bar: राशिफल शनिवार 24 मई, 2025 (187, 1631, 555, 1663)
dummy-col-3: शिक्षा और भविष्य की चुनौतियों के लिए हानिकारक हो सकता है। मानसिक दबाव और तनाव: सिर्फ प्रतियोगी परीक्षाओं पर ध्यान केंद्रित करने से छात्रों पर अत्यधिक मानसिक दबाव पड़ सकता है। यदि वे इन परीक्षाओं में सफल नहीं होते हैं, तो यह निराशा और अवसाद का कारण बन सकता है, क्योंकि उनका पूरा ध्यान केवल एक ही लक्ष्य पर केंद्रित होता है। नैतिक मूल्यों का हनन: डमी स्कूलों की प्रथा अक्सर शिक्षा प्रणाली के नियमों और नैतिक मूल्यों का उल्लंघन करती है। यह छात्रों को यह संदेश दे सकता है कि नियमों को तोड़ा जा सकता है, जो उनके नैतिक विकास के लिए अच्छा नहीं है। शिक्षा प्रणाली का दुरुपयोग: डमी स्कूल शिक्षा बोर्डों द्वारा निर्धारित उपस्थिति नियमों का उल्लंघन करते हैं। यह शिक्षा प्रणाली की विश्वसनीयता और उसके मूल उद्देश्य को कमजोर करता है। शिक्षण गुणवत्ता पर प्रभाव: जब छात्र नियमित रूप से स्कूल नहीं जाते, तो स्कूलों की शिक्षण गुणवत्ता पर भी नकारात्मक प्रभाव पड़ता है, (934, 1225, 1104, 1629)
rashi-name: कुंभ (459, 2134, 479, 2150)
